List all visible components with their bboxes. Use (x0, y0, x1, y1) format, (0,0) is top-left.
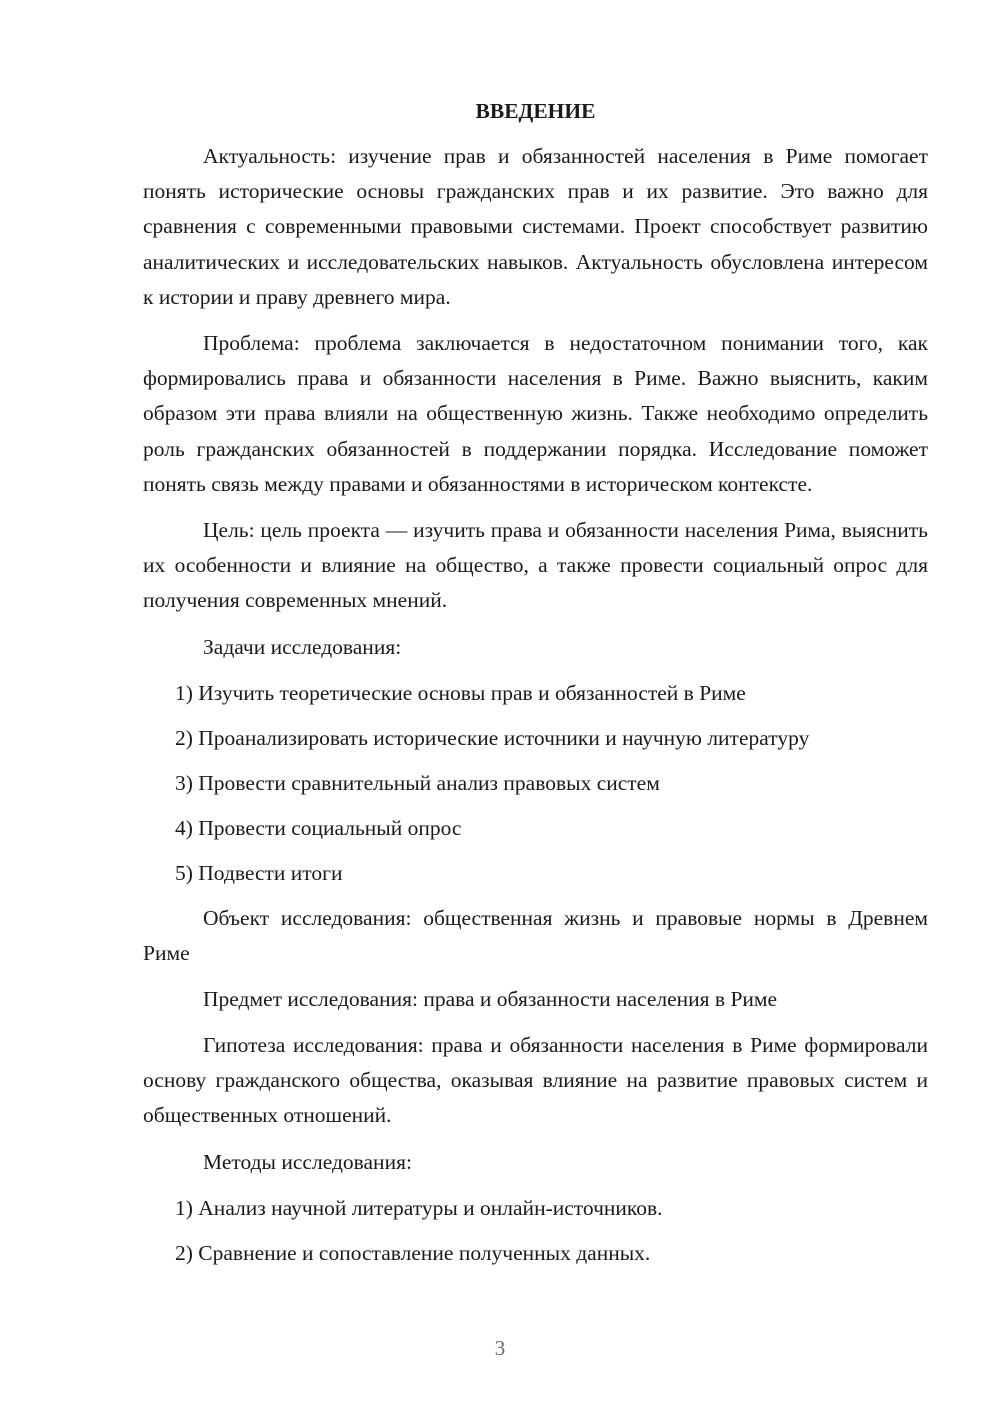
object-paragraph: Объект исследования: общественная жизнь и правовые нормы в Древнем Риме (143, 905, 928, 965)
goal-paragraph: Цель: цель проекта — изучить права и обязанности населения Рима, выяснить их особенности и влияние на общество, а также провести социальный опрос для получения современных мнений. (143, 518, 928, 613)
tasks-heading: Задачи исследования: (203, 634, 402, 659)
relevance-paragraph: Актуальность: изучение прав и обязанностей населения в Риме помогает понять исторические основы гражданских прав и их развитие. Это важно для сравнения с современными правовыми системами. Проект способствует развитию аналитических и исследовательских навыков. Актуальность обусловлена интересом к истории и праву древнего мира. (143, 144, 928, 309)
list-item: 5) Подвести итоги (175, 860, 343, 885)
section-title: ВВЕДЕНИЕ (475, 99, 596, 123)
list-item: 2) Сравнение и сопоставление полученных данных. (175, 1240, 651, 1265)
tasks-list (143, 676, 928, 891)
page-number: 3 (494, 1336, 506, 1360)
hypothesis-paragraph: Гипотеза исследования: права и обязанности населения в Риме формировали основу гражданского общества, оказывая влияние на развитие правовых систем и общественных отношений. (143, 1033, 928, 1128)
list-item: 2) Проанализировать исторические источники и научную литературу (175, 725, 810, 750)
methods-heading: Методы исследования: (203, 1149, 412, 1174)
subject-paragraph: Предмет исследования: права и обязанности населения в Риме (203, 987, 778, 1012)
problem-paragraph: Проблема: проблема заключается в недостаточном понимании того, как формировались права и обязанности населения в Риме. Важно выяснить, каким образом эти права влияли на общественную жизнь. Также необходимо определить роль гражданских обязанностей в поддержании порядка. Исследование поможет понять связь между правами и обязанностями в историческом контексте. (143, 331, 928, 496)
list-item: 3) Провести сравнительный анализ правовых систем (175, 770, 660, 795)
methods-list (143, 1191, 928, 1271)
page-content (143, 94, 928, 1281)
list-item: 1) Изучить теоретические основы прав и обязанностей в Риме (175, 680, 746, 705)
list-item: 4) Провести социальный опрос (175, 815, 462, 840)
list-item: 1) Анализ научной литературы и онлайн-источников. (175, 1195, 663, 1220)
